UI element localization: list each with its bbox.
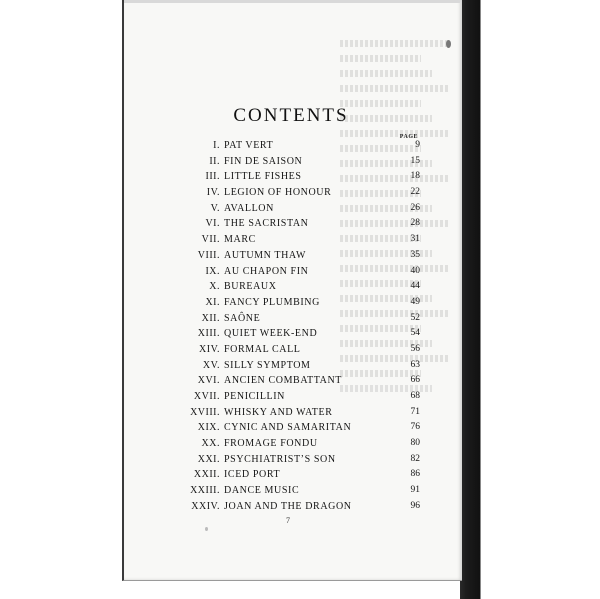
page-column-header: PAGE [399, 134, 418, 140]
chapter-number: II. [209, 155, 220, 167]
chapter-title: ANCIEN COMBATTANT [224, 375, 343, 387]
chapter-number: VIII. [197, 249, 220, 261]
chapter-title: ICED PORT [224, 469, 281, 481]
chapter-number: VII. [201, 234, 220, 246]
chapter-title: LITTLE FISHES [224, 171, 302, 183]
contents-entry [150, 454, 420, 470]
contents-entry [150, 469, 420, 485]
chapter-page-number: 15 [410, 155, 420, 166]
chapter-number: XVI. [197, 375, 220, 387]
page-title: CONTENTS [233, 105, 349, 126]
contents-entry [150, 313, 420, 329]
chapter-number: XX. [201, 438, 220, 450]
chapter-title: THE SACRISTAN [224, 218, 309, 230]
chapter-title: FROMAGE FONDU [224, 438, 318, 450]
chapter-page-number: 96 [410, 500, 420, 511]
chapter-title: BUREAUX [224, 281, 277, 293]
chapter-title: SAÔNE [224, 312, 261, 324]
chapter-page-number: 9 [415, 140, 420, 150]
chapter-title: LEGION OF HONOUR [224, 187, 332, 199]
contents-entry [150, 360, 420, 376]
paper-speck [205, 527, 208, 531]
chapter-page-number: 18 [410, 171, 420, 182]
chapter-title: FIN DE SAISON [224, 155, 303, 167]
chapter-number: VI. [205, 218, 220, 230]
chapter-number: XIV. [199, 343, 220, 355]
chapter-number: XII. [201, 312, 220, 324]
chapter-number: XXII. [193, 469, 220, 481]
chapter-page-number: 31 [410, 234, 420, 245]
chapter-number: I. [213, 140, 220, 151]
chapter-page-number: 63 [410, 359, 420, 370]
contents-entry [150, 485, 420, 501]
contents-entry [150, 375, 420, 391]
chapter-title: CYNIC AND SAMARITAN [224, 422, 352, 434]
page-top-edge [124, 0, 460, 3]
chapter-number: XVII. [193, 391, 220, 402]
chapter-title: QUIET WEEK-END [224, 328, 318, 340]
page-number: 7 [286, 516, 290, 525]
chapter-title: PAT VERT [224, 140, 274, 151]
chapter-title: AU CHAPON FIN [224, 265, 309, 277]
contents-entry [150, 422, 420, 438]
contents-entry [150, 187, 420, 203]
chapter-title: MARC [224, 234, 256, 246]
chapter-number: XIX. [197, 422, 220, 434]
contents-entry [150, 218, 420, 234]
chapter-number: IV. [206, 187, 220, 199]
chapter-number: XXIV. [191, 500, 220, 512]
chapter-number: XIII. [197, 328, 220, 340]
chapter-page-number: 54 [410, 328, 420, 339]
chapter-page-number: 22 [410, 187, 420, 198]
contents-entry [150, 391, 420, 407]
contents-entry [150, 328, 420, 344]
contents-entry [150, 203, 420, 219]
chapter-number: XXI. [197, 453, 220, 465]
chapter-page-number: 91 [410, 485, 420, 496]
chapter-page-number: 80 [410, 438, 420, 449]
chapter-title: WHISKY AND WATER [224, 406, 333, 418]
chapter-page-number: 49 [410, 296, 420, 307]
chapter-page-number: 52 [410, 312, 420, 323]
chapter-page-number: 66 [410, 375, 420, 386]
chapter-title: PSYCHIATRIST’S SON [224, 453, 336, 465]
chapter-page-number: 56 [410, 343, 420, 354]
chapter-page-number: 44 [410, 281, 420, 292]
chapter-page-number: 35 [410, 249, 420, 260]
chapter-page-number: 76 [410, 422, 420, 433]
contents-entry [150, 438, 420, 454]
chapter-title: AUTUMN THAW [224, 249, 306, 261]
paper-speck [446, 40, 451, 48]
chapter-number: IX. [205, 265, 220, 277]
chapter-number: III. [205, 171, 220, 183]
chapter-title: JOAN AND THE DRAGON [224, 500, 352, 512]
chapter-page-number: 71 [410, 406, 420, 417]
contents-entry [150, 344, 420, 360]
chapter-number: XV. [202, 359, 220, 371]
contents-entry [150, 250, 420, 266]
chapter-page-number: 68 [410, 391, 420, 401]
contents-entry [150, 171, 420, 187]
chapter-title: PENICILLIN [224, 391, 285, 402]
chapter-page-number: 28 [410, 218, 420, 229]
chapter-title: SILLY SYMPTOM [224, 359, 311, 371]
contents-entry [150, 156, 420, 172]
chapter-title: FORMAL CALL [224, 343, 301, 355]
chapter-page-number: 82 [410, 453, 420, 464]
contents-list [150, 140, 420, 517]
contents-entry [150, 407, 420, 423]
chapter-number: X. [209, 281, 220, 293]
chapter-title: DANCE MUSIC [224, 485, 300, 497]
chapter-page-number: 86 [410, 469, 420, 480]
chapter-number: XXIII. [190, 485, 220, 497]
book-binding-edge [460, 0, 600, 599]
chapter-number: XVIII. [190, 406, 220, 418]
contents-entry [150, 501, 420, 517]
chapter-number: XI. [205, 296, 220, 308]
contents-entry [150, 266, 420, 282]
chapter-number: V. [210, 202, 220, 214]
contents-entry [150, 281, 420, 297]
chapter-title: FANCY PLUMBING [224, 296, 320, 308]
chapter-page-number: 26 [410, 202, 420, 213]
contents-entry [150, 297, 420, 313]
chapter-page-number: 40 [410, 265, 420, 276]
contents-entry [150, 234, 420, 250]
contents-entry [150, 140, 420, 156]
chapter-title: AVALLON [224, 202, 274, 214]
